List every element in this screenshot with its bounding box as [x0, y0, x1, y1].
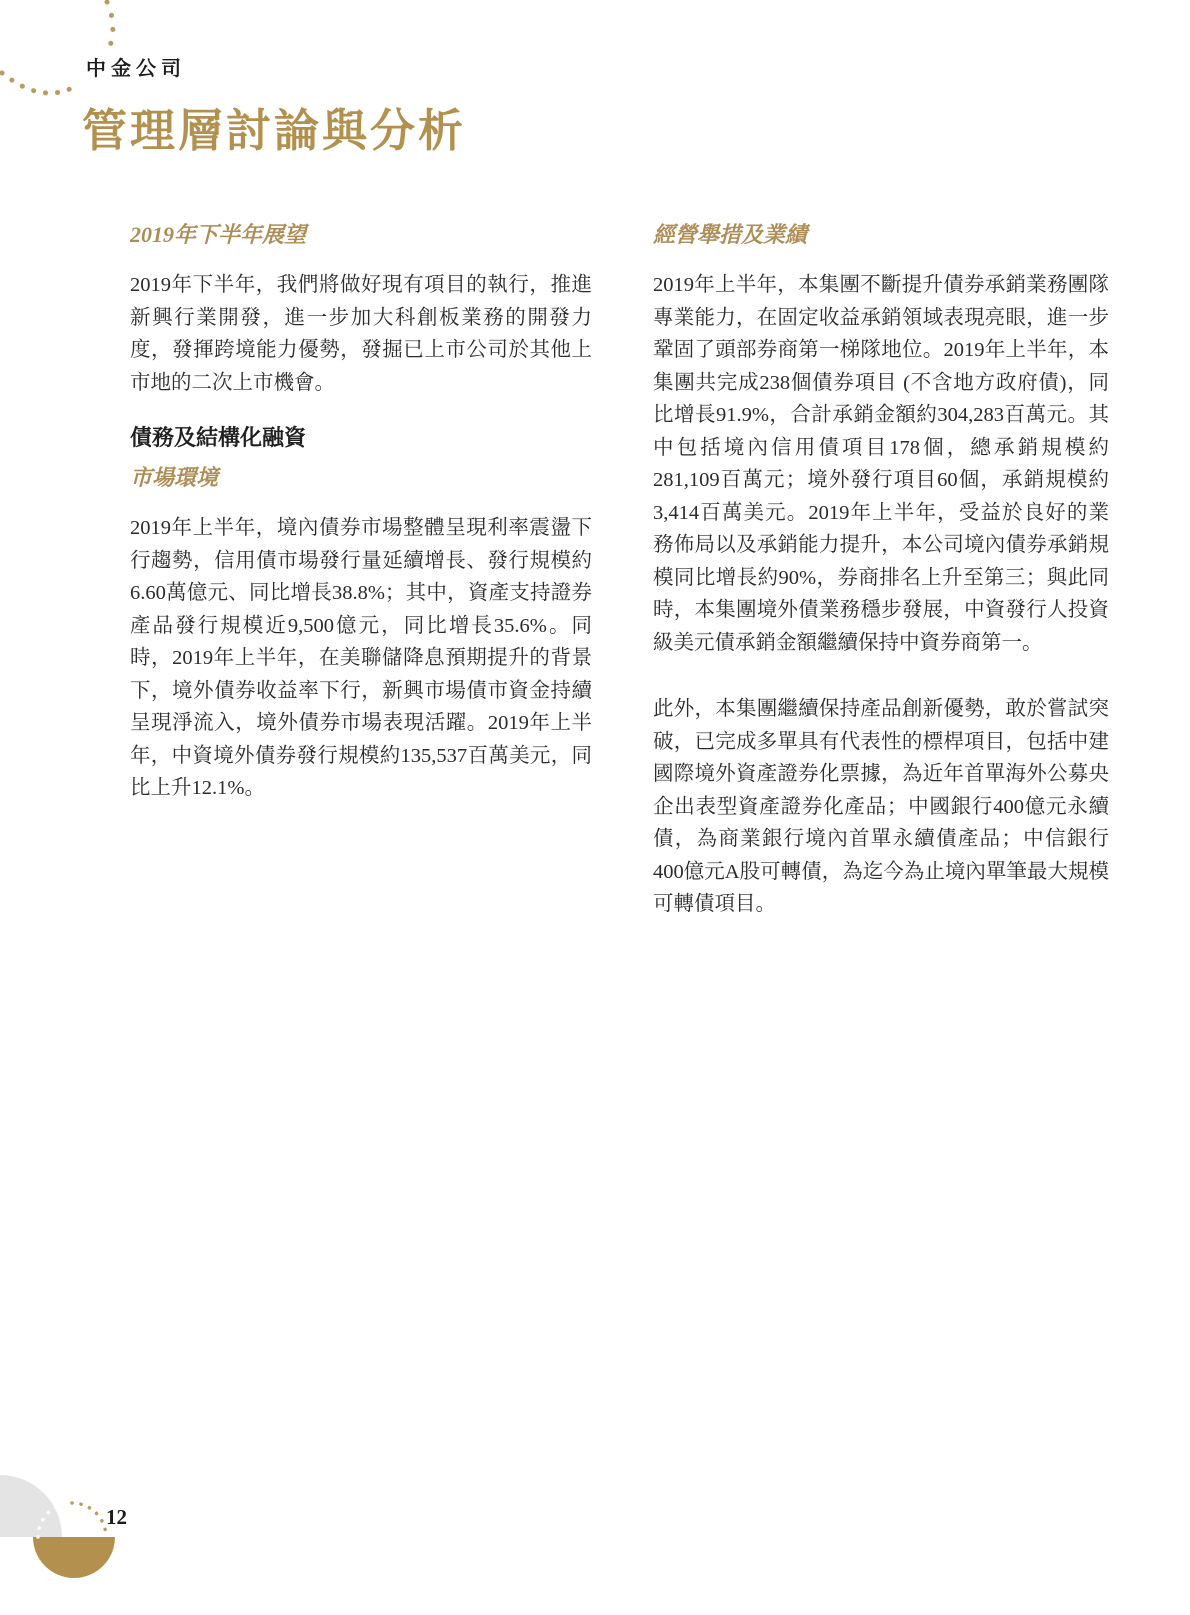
corner-circles-decoration-icon — [0, 1455, 160, 1615]
section-heading-debt-financing: 債務及結構化融資 — [130, 425, 307, 450]
company-logo: 中金公司 — [86, 58, 186, 80]
section-heading-operations: 經營舉措及業績 — [653, 222, 808, 247]
section-heading-outlook: 2019年下半年展望 — [130, 222, 307, 247]
right-column — [653, 222, 1109, 921]
paragraph-operations-1: 2019年上半年，本集團不斷提升債券承銷業務團隊專業能力，在固定收益承銷領域表現亮眼，進一步鞏固了頭部券商第一梯隊地位。2019年上半年，本集團共完成238個債券項目 (不含地方政府債)，同比增長91.9%，合計承銷金額約304,283百萬元。其中包括境內信用債項目178個，總承銷規模約281,109百萬元；境外發行項目60個，承銷規模約3,414百萬美元。2019年上半年，受益於良好的業務佈局以及承銷能力提升，本公司境內債券承銷規模同比增長約90%，券商排名上升至第三；與此同時，本集團境外債業務穩步發展，中資發行人投資級美元債承銷金額繼續保持中資券商第一。 — [653, 274, 1109, 654]
left-column — [130, 222, 592, 805]
paragraph-outlook: 2019年下半年，我們將做好現有項目的執行，推進新興行業開發，進一步加大科創板業務的開發力度，發揮跨境能力優勢，發掘已上市公司於其他上市地的二次上市機會。 — [130, 274, 592, 394]
subsection-heading-market-environment: 市場環境 — [130, 465, 219, 490]
page-number: 12 — [106, 1505, 127, 1529]
paragraph-market-environment: 2019年上半年，境內債券市場整體呈現利率震盪下行趨勢，信用債市場發行量延續增長、發行規模約6.60萬億元、同比增長38.8%；其中，資產支持證券產品發行規模近9,500億元，同比增長35.6%。同時，2019年上半年，在美聯儲降息預期提升的背景下，境外債券收益率下行，新興市場債市資金持續呈現淨流入，境外債券市場表現活躍。2019年上半年，中資境外債券發行規模約135,537百萬美元，同比上升12.1%。 — [130, 517, 592, 799]
page-title: 管理層討論與分析 — [82, 106, 467, 156]
paragraph-operations-2: 此外，本集團繼續保持產品創新優勢，敢於嘗試突破，已完成多單具有代表性的標桿項目，包括中建國際境外資產證券化票據，為近年首單海外公募央企出表型資產證券化產品；中國銀行400億元永續債，為商業銀行境內首單永續債產品；中信銀行400億元A股可轉債，為迄今為止境內單筆最大規模可轉債項目。 — [653, 698, 1109, 915]
